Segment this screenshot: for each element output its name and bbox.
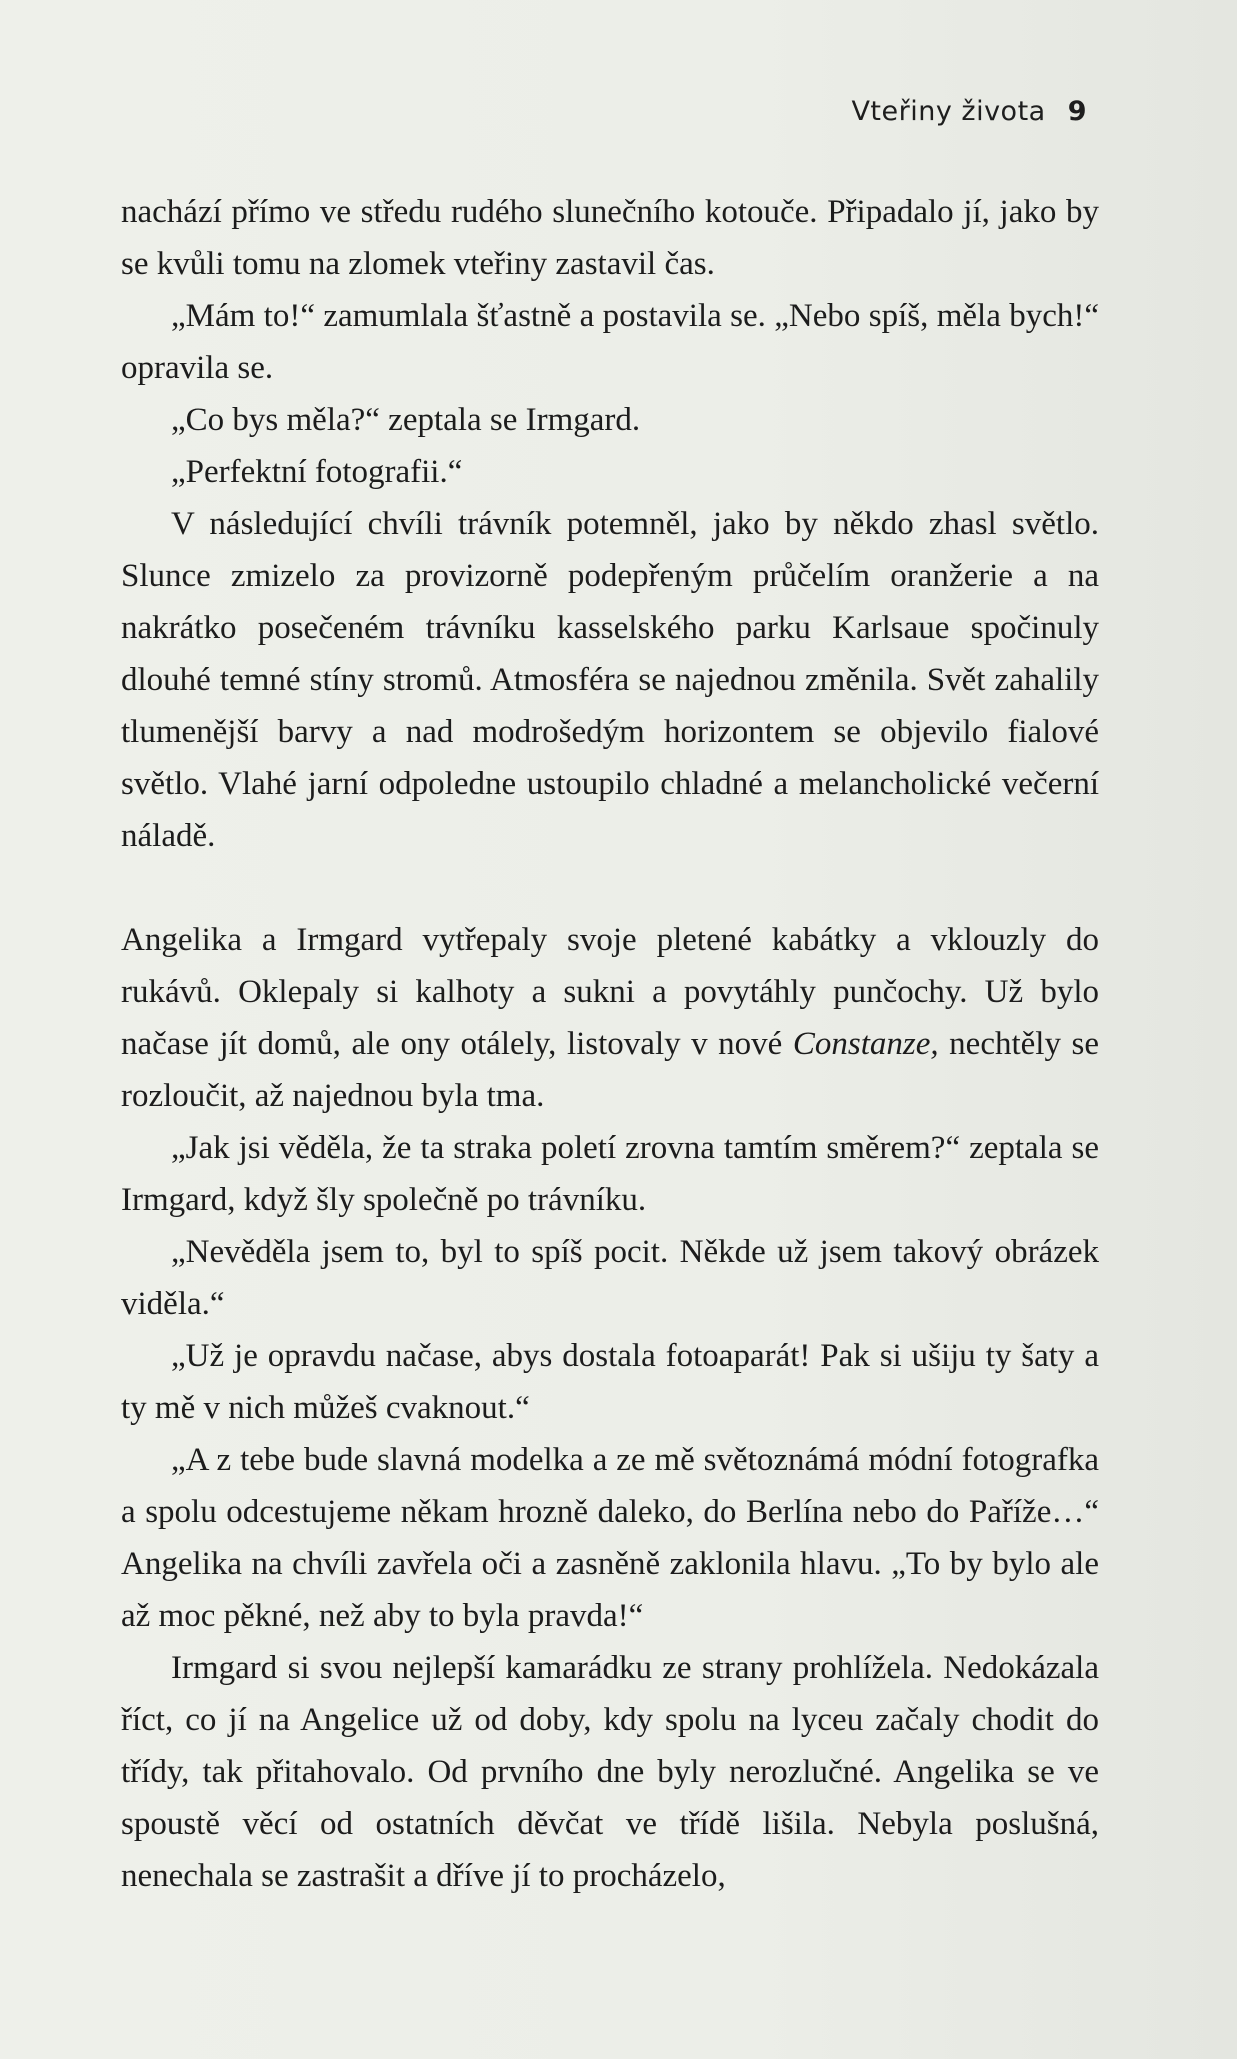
paragraph: Irmgard si svou nejlepší kamarádku ze strany prohlížela. Nedokázala říct, co jí na Angelice už od doby, kdy spolu na lyceu začaly chodit do třídy, tak přitahovalo. Od prvního dne byly nerozlučné. Angelika se ve spoustě věcí od ostatních děvčat ve třídě lišila. Nebyla poslušná, nenechala se zastrašit a dříve jí to procházelo,: [121, 1650, 1099, 1894]
paragraph-text: nechtěly se rozloučit, až najednou byla tma.: [121, 1026, 1099, 1114]
paragraph-continued: nachází přímo ve středu rudého slunečního kotouče. Připadalo jí, jako by se kvůli tomu na zlomek vteřiny zastavil čas.: [121, 194, 1099, 282]
running-head: [851, 96, 1087, 127]
paragraph-section-start: [121, 914, 1099, 1122]
paragraph: V následující chvíli trávník potemněl, jako by někdo zhasl světlo. Slunce zmizelo za provizorně podepřeným průčelím oranžerie a na nakrátko posečeném trávníku kasselského parku Karlsaue spočinuly dlouhé temné stíny stromů. Atmosféra se najednou změnila. Svět zahalily tlumenější barvy a nad modrošedým horizontem se objevilo fialové světlo. Vlahé jarní odpoledne ustoupilo chladné a melancholické večerní náladě.: [121, 506, 1099, 854]
paragraph: „Jak jsi věděla, že ta straka poletí zrovna tamtím směrem?“ zeptala se Irmgard, když šly společně po trávníku.: [121, 1130, 1099, 1218]
paragraph: „Perfektní fotografii.“: [171, 454, 463, 490]
paragraph: „Mám to!“ zamumlala šťastně a postavila se. „Nebo spíš, měla bych!“ opravila se.: [121, 298, 1099, 386]
paragraph: „Nevěděla jsem to, byl to spíš pocit. Někde už jsem takový obrázek viděla.“: [121, 1234, 1099, 1322]
paragraph: „Co bys měla?“ zeptala se Irmgard.: [171, 402, 641, 438]
page-number: 9: [1067, 96, 1087, 127]
body-text: [121, 186, 1099, 1902]
book-title: Vteřiny života: [851, 96, 1046, 127]
paragraph: „Už je opravdu načase, abys dostala fotoaparát! Pak si ušiju ty šaty a ty mě v nich můžeš cvaknout.“: [121, 1338, 1099, 1426]
magazine-title-italic: Constanze,: [792, 1026, 939, 1062]
paragraph-text: Angelika a Irmgard vytřepaly svoje pletené kabátky a vklouzly do rukávů. Oklepaly si kalhoty a sukni a povytáhly punčochy. Už bylo načase jít domů, ale ony otálely, listovaly v nové: [121, 922, 1099, 1062]
paragraph: „A z tebe bude slavná modelka a ze mě světoznámá módní fotografka a spolu odcestujeme někam hrozně daleko, do Berlína nebo do Paříže…“ Angelika na chvíli zavřela oči a zasněně zaklonila hlavu. „To by bylo ale až moc pěkné, než aby to byla pravda!“: [121, 1442, 1099, 1634]
